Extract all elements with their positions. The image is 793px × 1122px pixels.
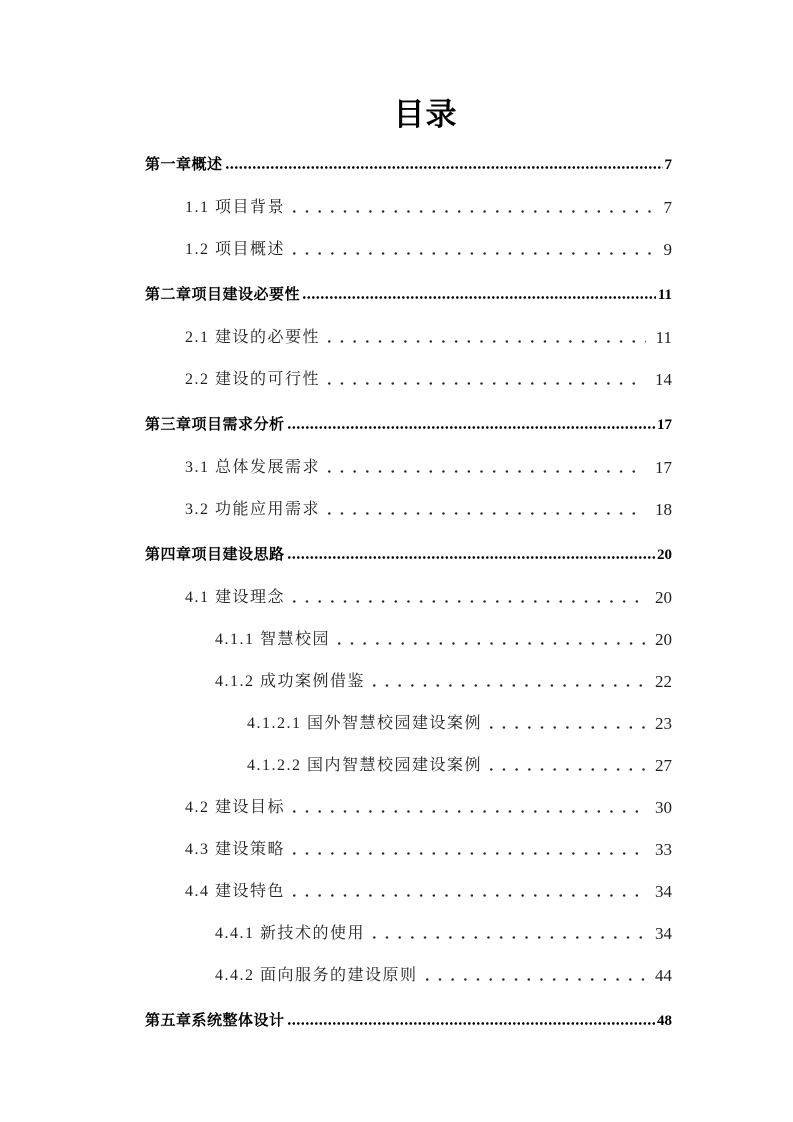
dot-leader xyxy=(293,852,645,855)
toc-entry-page-number: 20 xyxy=(657,547,672,563)
toc-entry[interactable] xyxy=(145,757,672,775)
toc-entry-page-number: 18 xyxy=(655,500,672,519)
dot-leader xyxy=(338,642,645,645)
toc-entry[interactable] xyxy=(145,589,672,607)
toc-entry[interactable] xyxy=(145,715,672,733)
toc-entry-label: 4.3 建设策略 xyxy=(185,841,286,858)
toc-entry-page-number: 44 xyxy=(655,966,672,985)
dot-leader xyxy=(373,936,645,939)
toc-entry-page-number: 30 xyxy=(655,798,672,817)
page-title: 目录 xyxy=(393,97,458,132)
toc-entry[interactable] xyxy=(145,287,672,303)
toc-entry-label: 4.1 建设理念 xyxy=(185,589,286,606)
toc-entry-page-number: 48 xyxy=(657,1013,672,1029)
toc-entry-label: 4.4 建设特色 xyxy=(185,883,286,900)
toc-entry[interactable] xyxy=(145,417,672,433)
toc-entry-label: 2.2 建设的可行性 xyxy=(185,371,321,388)
toc-entry-page-number: 17 xyxy=(657,417,672,433)
toc-entry-page-number: 20 xyxy=(655,588,672,607)
dot-leader xyxy=(226,166,663,169)
dot-leader xyxy=(288,1022,655,1025)
dot-leader xyxy=(328,512,645,515)
toc-entry-label: 第五章系统整体设计 xyxy=(145,1012,285,1029)
dot-leader xyxy=(288,556,655,559)
toc-entry-page-number: 34 xyxy=(655,882,672,901)
dot-leader xyxy=(293,894,645,897)
table-of-contents xyxy=(0,133,793,1055)
toc-entry-label: 第四章项目建设思路 xyxy=(145,546,285,563)
toc-entry[interactable] xyxy=(145,371,672,389)
toc-entry[interactable] xyxy=(145,547,672,563)
toc-entry-label: 1.2 项目概述 xyxy=(185,241,286,258)
toc-entry[interactable] xyxy=(145,841,672,859)
dot-leader xyxy=(490,726,645,729)
toc-entry-page-number: 7 xyxy=(664,157,672,173)
toc-entry[interactable] xyxy=(145,967,672,985)
toc-entry[interactable] xyxy=(145,883,672,901)
toc-entry-page-number: 34 xyxy=(655,924,672,943)
dot-leader xyxy=(328,470,645,473)
toc-entry-label: 4.4.1 新技术的使用 xyxy=(215,925,366,942)
dot-leader xyxy=(328,340,646,343)
toc-entry-label: 1.1 项目背景 xyxy=(185,199,286,216)
dot-leader xyxy=(293,600,645,603)
toc-entry-page-number: 7 xyxy=(663,198,672,217)
toc-entry[interactable] xyxy=(145,329,672,347)
toc-entry-label: 第二章项目建设必要性 xyxy=(145,286,301,303)
toc-entry[interactable] xyxy=(145,631,672,649)
toc-entry-page-number: 14 xyxy=(655,370,672,389)
toc-entry[interactable] xyxy=(145,799,672,817)
toc-entry-label: 4.1.2.2 国内智慧校园建设案例 xyxy=(247,757,483,774)
dot-leader xyxy=(293,252,653,255)
toc-entry-page-number: 11 xyxy=(657,287,672,303)
dot-leader xyxy=(328,382,645,385)
toc-entry-page-number: 33 xyxy=(655,840,672,859)
toc-entry-label: 第一章概述 xyxy=(145,156,223,173)
toc-entry-page-number: 11 xyxy=(655,328,672,347)
toc-entry-label: 4.2 建设目标 xyxy=(185,799,286,816)
toc-entry-page-number: 9 xyxy=(663,240,672,259)
dot-leader xyxy=(293,810,645,813)
toc-entry[interactable] xyxy=(145,459,672,477)
toc-entry-label: 4.1.2.1 国外智慧校园建设案例 xyxy=(247,715,483,732)
dot-leader xyxy=(303,296,656,299)
toc-entry[interactable] xyxy=(145,241,672,259)
toc-entry-label: 4.4.2 面向服务的建设原则 xyxy=(215,967,418,984)
toc-entry-label: 3.2 功能应用需求 xyxy=(185,501,321,518)
toc-entry[interactable] xyxy=(145,501,672,519)
dot-leader xyxy=(490,768,645,771)
toc-entry-page-number: 22 xyxy=(655,672,672,691)
toc-entry-page-number: 27 xyxy=(655,756,672,775)
toc-entry-label: 2.1 建设的必要性 xyxy=(185,329,321,346)
toc-entry[interactable] xyxy=(145,673,672,691)
toc-entry[interactable] xyxy=(145,199,672,217)
dot-leader xyxy=(426,978,645,981)
toc-entry[interactable] xyxy=(145,157,672,173)
dot-leader xyxy=(293,210,653,213)
toc-entry-label: 第三章项目需求分析 xyxy=(145,416,285,433)
toc-entry-page-number: 17 xyxy=(655,458,672,477)
toc-entry-label: 3.1 总体发展需求 xyxy=(185,459,321,476)
toc-entry-page-number: 20 xyxy=(655,630,672,649)
toc-entry-label: 4.1.1 智慧校园 xyxy=(215,631,331,648)
toc-entry[interactable] xyxy=(145,925,672,943)
toc-entry-page-number: 23 xyxy=(655,714,672,733)
dot-leader xyxy=(373,684,645,687)
toc-entry-label: 4.1.2 成功案例借鉴 xyxy=(215,673,366,690)
toc-entry[interactable] xyxy=(145,1013,672,1029)
dot-leader xyxy=(288,426,655,429)
